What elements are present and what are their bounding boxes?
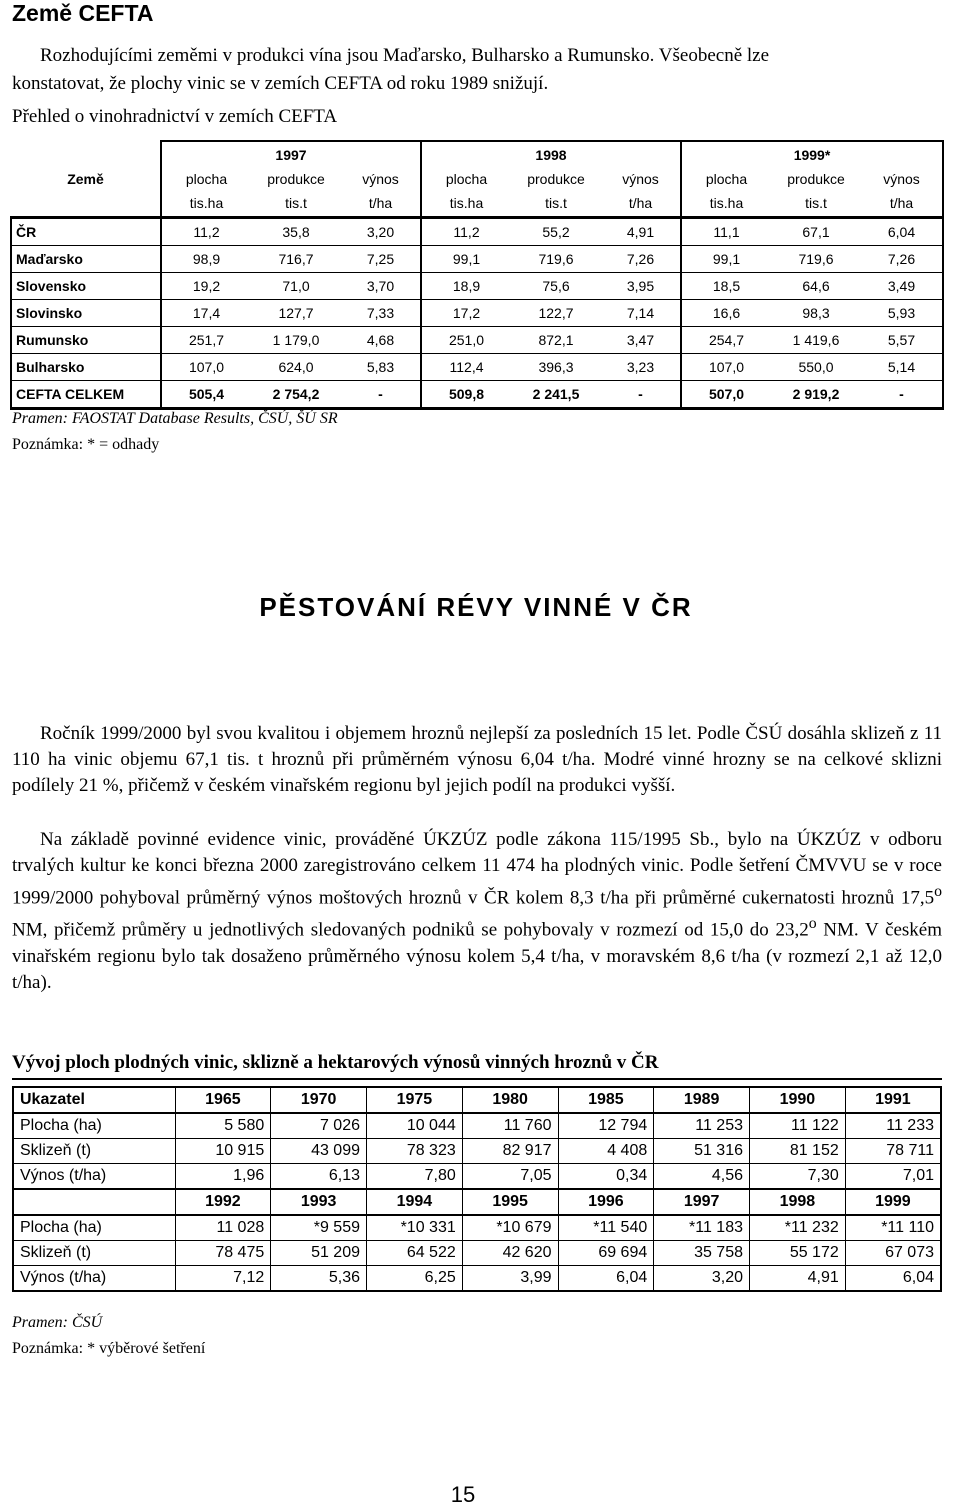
year-header: 1965 [175,1087,271,1113]
country-label: Rumunsko [11,327,161,354]
table-cell: 5 580 [175,1113,271,1139]
metric-header: výnos [341,168,421,190]
metric-header: výnos [601,168,681,190]
table-cell: 19,2 [161,273,251,300]
table-cell: 5,83 [341,354,421,381]
metric-header: výnos [861,168,943,190]
table-cell: 5,36 [271,1266,367,1292]
table-cell: 3,70 [341,273,421,300]
table-cell: 64,6 [771,273,861,300]
indicator-label: Plocha (ha) [13,1215,175,1241]
year-header-1998: 1998 [421,141,681,168]
table-cell: 12 794 [558,1113,654,1139]
year-header: 1970 [271,1087,367,1113]
country-column-header: Země [67,171,104,187]
table-cell: 0,34 [558,1164,654,1190]
table-cell: 7,14 [601,300,681,327]
indicator-header [13,1189,175,1215]
table-cell: 719,6 [511,246,601,273]
country-label: Slovensko [11,273,161,300]
table-cell: 3,20 [654,1266,750,1292]
table-cell: 4 408 [558,1139,654,1164]
table-cell: 507,0 [681,381,771,409]
table-row [11,300,943,327]
table-cell: 7,05 [462,1164,558,1190]
table-cell: 99,1 [421,246,511,273]
unit-header: tis.t [545,195,567,211]
unit-header: tis.t [805,195,827,211]
year-header: 1993 [271,1189,367,1215]
year-header: 1995 [462,1189,558,1215]
metric-header: plocha [161,168,251,190]
table-cell: 11 122 [750,1113,846,1139]
table-cell: 17,4 [161,300,251,327]
table-cell: 122,7 [511,300,601,327]
year-header: 1990 [750,1087,846,1113]
cefta-table-body [11,218,943,409]
table-cell: 7,33 [341,300,421,327]
table-cell: 7,30 [750,1164,846,1190]
table-cell: 11,2 [421,218,511,246]
table-row [11,354,943,381]
paragraph-1: Ročník 1999/2000 byl svou kvalitou i objemem hroznů nejlepší za posledních 15 let. Podle ČSÚ dosáhla sklizeň z 11 110 ha vinic objemu 67,1 tis. t hroznů při průměrném výnosu 6,04 t/ha. Modré vinné hrozny se na celkové sklizni podílely 21 %, přičemž v českém vinařském regionu byl jejich podíl na produkci vyšší. [12,723,942,796]
table-cell: 99,1 [681,246,771,273]
page-number: 15 [450,1482,476,1507]
country-label: ČR [11,218,161,246]
indicator-label: Plocha (ha) [13,1113,175,1139]
unit-header: tis.t [285,195,307,211]
table-cell: 7,01 [845,1164,941,1190]
table-cell: 11,2 [161,218,251,246]
indicator-header: Ukazatel [13,1087,175,1113]
indicator-label: Sklizeň (t) [13,1139,175,1164]
table-cell: 4,91 [601,218,681,246]
table-cell: 1 419,6 [771,327,861,354]
year-header: 1999 [845,1189,941,1215]
year-header: 1975 [367,1087,463,1113]
table-cell: 67,1 [771,218,861,246]
table-cell: - [861,381,943,409]
table-cell: 6,04 [558,1266,654,1292]
table-cell: 107,0 [681,354,771,381]
table-cell: 2 919,2 [771,381,861,409]
table-cell: 6,04 [861,218,943,246]
table-cell: 78 323 [367,1139,463,1164]
table-cell: 251,7 [161,327,251,354]
table-row [13,1266,941,1292]
year-header-row [13,1189,941,1215]
table-cell: 98,3 [771,300,861,327]
table-cell: *9 559 [271,1215,367,1241]
chapter-title: PĚSTOVÁNÍ RÉVY VINNÉ V ČR [259,592,693,622]
table-cell: 43 099 [271,1139,367,1164]
table-cell: 6,13 [271,1164,367,1190]
year-header: 1992 [175,1189,271,1215]
table-cell: 35,8 [251,218,341,246]
table-cell: 18,5 [681,273,771,300]
indicator-label: Výnos (t/ha) [13,1266,175,1292]
vyvoj-title: Vývoj ploch plodných vinic, sklizně a hektarových výnosů vinných hroznů v ČR [12,1052,659,1073]
vyvoj-note: Poznámka: * výběrové šetření [12,1340,206,1357]
year-header: 1991 [845,1087,941,1113]
table-cell: 5,14 [861,354,943,381]
table-cell: - [601,381,681,409]
country-label: CEFTA CELKEM [11,381,161,409]
table-cell: 3,20 [341,218,421,246]
table-cell: 1,96 [175,1164,271,1190]
table-row [13,1241,941,1266]
table-cell: 7,80 [367,1164,463,1190]
table-cell: 4,91 [750,1266,846,1292]
table-cell: 11 760 [462,1113,558,1139]
table-cell: 6,04 [845,1266,941,1292]
table-cell: 251,0 [421,327,511,354]
unit-header: t/ha [601,190,681,218]
table-cell: 5,93 [861,300,943,327]
paragraph-2: Na základě povinné evidence vinic, prováděné ÚKZÚZ podle zákona 115/1995 Sb., bylo na ÚKZÚZ v odboru trvalých kultur ke konci března 2000 zaregistrováno celkem 11 474 ha plodných vinic. Podle šetření ČMVVU se v roce 1999/2000 pohyboval průměrný výnos moštových hroznů v ČR kolem 8,3 t/ha při průměrné cukernatosti hroznů 17,5$^o$ NM, přičemž průměry u jednotlivých sledovaných podniků se pohybovaly v rozmezí od 15,0 do 23,2$^o$ NM. V českém vinařském regionu bylo tak dosaženo průměrného výnosu kolem 5,4 t/ha, v moravském 8,6 t/ha (v rozmezí 2,1 až 12,0 t/ha). [12,829,942,993]
metric-header: produkce [267,171,325,187]
table-cell: 10 044 [367,1113,463,1139]
table-cell: 6,25 [367,1266,463,1292]
table-cell: 112,4 [421,354,511,381]
table-cell: 42 620 [462,1241,558,1266]
country-label: Maďarsko [11,246,161,273]
table-cell: 550,0 [771,354,861,381]
table-cell: 51 316 [654,1139,750,1164]
table-cell: 396,3 [511,354,601,381]
table-cell: 4,68 [341,327,421,354]
table-row [13,1164,941,1190]
year-header: 1980 [462,1087,558,1113]
table-cell: 11 028 [175,1215,271,1241]
table-cell: 7,25 [341,246,421,273]
table-cell: 3,49 [861,273,943,300]
unit-header: tis.ha [161,190,251,218]
table-cell: 2 241,5 [511,381,601,409]
table-cell: 7,12 [175,1266,271,1292]
table-cell: 71,0 [251,273,341,300]
table-row [11,381,943,409]
table-cell: *10 331 [367,1215,463,1241]
table-cell: 78 475 [175,1241,271,1266]
table-cell: 7,26 [601,246,681,273]
table-cell: 3,95 [601,273,681,300]
table-cell: 51 209 [271,1241,367,1266]
table-cell: 4,56 [654,1164,750,1190]
table-cell: 81 152 [750,1139,846,1164]
cefta-table [10,140,944,410]
table-cell: *11 232 [750,1215,846,1241]
section-title: Země CEFTA [12,0,154,26]
table-cell: 505,4 [161,381,251,409]
title-divider [12,1078,942,1080]
table-cell: *11 540 [558,1215,654,1241]
table-cell: 98,9 [161,246,251,273]
table-cell: 3,47 [601,327,681,354]
table-cell: 10 915 [175,1139,271,1164]
table-cell: 17,2 [421,300,511,327]
year-header-1997: 1997 [161,141,421,168]
table-cell: 82 917 [462,1139,558,1164]
year-header-1999: 1999* [681,141,943,168]
table-row [11,218,943,246]
table-row [11,246,943,273]
table-cell: 11,1 [681,218,771,246]
indicator-label: Výnos (t/ha) [13,1164,175,1190]
table-cell: 127,7 [251,300,341,327]
intro-line-1: Rozhodujícími zeměmi v produkci vína jsou Maďarsko, Bulharsko a Rumunsko. Všeobecně lze [40,45,770,66]
table-cell: 75,6 [511,273,601,300]
table-cell: 11 233 [845,1113,941,1139]
table-cell: 67 073 [845,1241,941,1266]
table-cell: 35 758 [654,1241,750,1266]
table-cell: 3,99 [462,1266,558,1292]
table-cell: 69 694 [558,1241,654,1266]
table-cell: 7 026 [271,1113,367,1139]
table-cell: 64 522 [367,1241,463,1266]
metric-header: plocha [705,171,748,187]
table-row [11,273,943,300]
unit-header: t/ha [341,190,421,218]
year-header: 1998 [750,1189,846,1215]
table-cell: *10 679 [462,1215,558,1241]
vyvoj-table [12,1086,942,1292]
table-cell: 16,6 [681,300,771,327]
table-cell: 18,9 [421,273,511,300]
table-cell: 509,8 [421,381,511,409]
table-cell: *11 110 [845,1215,941,1241]
table-cell: 254,7 [681,327,771,354]
table-cell: 624,0 [251,354,341,381]
country-label: Slovinsko [11,300,161,327]
table-cell: 1 179,0 [251,327,341,354]
table-cell: 3,23 [601,354,681,381]
table-cell: 5,57 [861,327,943,354]
table-row [13,1113,941,1139]
table-cell: *11 183 [654,1215,750,1241]
year-header: 1985 [558,1087,654,1113]
vyvoj-table-body [13,1087,941,1291]
table-row [13,1215,941,1241]
table-cell: 716,7 [251,246,341,273]
year-header: 1996 [558,1189,654,1215]
unit-header: tis.ha [709,195,744,211]
metric-header: plocha [445,171,488,187]
overview-title: Přehled o vinohradnictví v zemích CEFTA [12,106,338,127]
table-cell: 2 754,2 [251,381,341,409]
unit-header: t/ha [861,190,943,218]
vyvoj-source: Pramen: ČSÚ [12,1314,103,1331]
table-cell: 78 711 [845,1139,941,1164]
year-header-row [13,1087,941,1113]
year-header: 1994 [367,1189,463,1215]
table-row [11,327,943,354]
country-label: Bulharsko [11,354,161,381]
table-row [13,1139,941,1164]
table-cell: 872,1 [511,327,601,354]
metric-header: produkce [787,171,845,187]
table-cell: 11 253 [654,1113,750,1139]
unit-header: tis.ha [449,195,484,211]
cefta-source: Pramen: FAOSTAT Database Results, ČSÚ, ŠÚ SR [12,410,338,427]
cefta-note: Poznámka: * = odhady [12,436,160,453]
metric-header: produkce [527,171,585,187]
table-cell: 55,2 [511,218,601,246]
table-cell: 107,0 [161,354,251,381]
table-cell: 55 172 [750,1241,846,1266]
table-cell: 719,6 [771,246,861,273]
year-header: 1997 [654,1189,750,1215]
year-header: 1989 [654,1087,750,1113]
intro-line-2: konstatovat, že plochy vinic se v zemích CEFTA od roku 1989 snižují. [12,73,549,94]
table-cell: - [341,381,421,409]
indicator-label: Sklizeň (t) [13,1241,175,1266]
table-cell: 7,26 [861,246,943,273]
